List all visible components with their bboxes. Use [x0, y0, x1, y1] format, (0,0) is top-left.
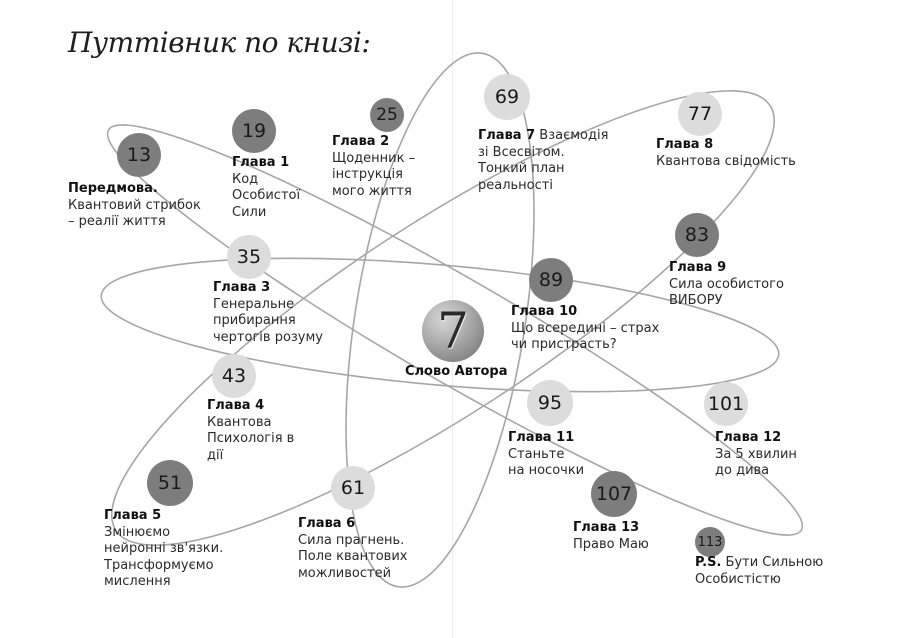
chapter-title: Глава 11 — [508, 430, 575, 445]
chapter-title: Глава 6 — [298, 516, 356, 531]
chapter-title: Глава 9 — [669, 260, 727, 275]
chapter-text: Змінюємо нейронні зв'язки. Трансформуємо мислення — [104, 524, 224, 589]
chapter-text: Станьте на носочки — [508, 446, 585, 478]
chapter-text: Право Маю — [573, 536, 649, 552]
chapter-description: Взаємодія зі Всесвітом. Тонкий план реальності — [478, 128, 609, 193]
page-node-43: 43 — [212, 354, 256, 398]
chapter-title: Глава 10 — [511, 304, 578, 319]
chapter-label-69 — [478, 128, 638, 194]
center-label: Слово Автора — [405, 364, 508, 379]
page-node-95: 95 — [527, 380, 573, 426]
page-node-13: 13 — [117, 133, 161, 177]
chapter-title: Глава 12 — [715, 430, 782, 445]
chapter-text: Квантова Психологія в дії — [207, 414, 295, 463]
chapter-text: Сила особистого ВИБОРУ — [669, 276, 784, 308]
chapter-label-77 — [656, 137, 796, 170]
chapter-label-107 — [573, 520, 649, 553]
chapter-text: Генеральне прибирання чертогів розуму — [213, 296, 324, 345]
chapter-label-51 — [104, 508, 223, 591]
chapter-text — [478, 128, 638, 194]
chapter-label-13 — [68, 181, 201, 231]
chapter-text — [695, 555, 845, 588]
chapter-label-83 — [669, 260, 784, 310]
chapter-label-89 — [511, 304, 659, 354]
chapter-text: Сила прагнень. Поле квантових можливостей — [298, 532, 408, 581]
chapter-text: За 5 хвилин до дива — [715, 446, 797, 478]
page-node-77: 77 — [678, 92, 722, 136]
page-node-107: 107 — [591, 471, 637, 517]
chapter-title: Глава 8 — [656, 137, 714, 152]
chapter-title: Глава 2 — [332, 134, 390, 149]
chapter-label-101 — [715, 430, 797, 480]
chapter-title: Глава 13 — [573, 520, 640, 535]
chapter-title: Глава 4 — [207, 398, 265, 413]
page-node-51: 51 — [147, 460, 193, 506]
chapter-label-43 — [207, 398, 294, 464]
chapter-label-61 — [298, 516, 407, 582]
page-node-35: 35 — [227, 235, 271, 279]
center-node-7: 7 — [422, 300, 484, 362]
chapter-label-113 — [695, 555, 845, 588]
chapter-text: Що всередині – страх чи пристрасть? — [511, 320, 660, 352]
chapter-title: Глава 5 — [104, 508, 162, 523]
chapter-label-19 — [232, 155, 300, 221]
page-node-113: 113 — [695, 527, 725, 557]
page-node-101: 101 — [704, 382, 748, 426]
chapter-text: Квантова свідомість — [656, 153, 796, 169]
chapter-title: P.S. — [695, 555, 722, 570]
chapter-text: Щоденник – інструкція мого життя — [332, 150, 416, 199]
chapter-title: Глава 7 — [478, 128, 536, 143]
page-node-25: 25 — [370, 98, 404, 132]
page-node-89: 89 — [529, 258, 573, 302]
page-node-83: 83 — [675, 213, 719, 257]
chapter-text: Квантовий стрибок – реалії життя — [68, 197, 201, 229]
page-node-69: 69 — [484, 74, 530, 120]
chapter-text: Код Особистої Сили — [232, 171, 301, 220]
chapter-label-25 — [332, 134, 415, 200]
chapter-title: Глава 3 — [213, 280, 271, 295]
chapter-title: Передмова. — [68, 181, 158, 196]
chapter-label-95 — [508, 430, 584, 480]
chapter-title: Глава 1 — [232, 155, 290, 170]
page-node-61: 61 — [331, 466, 375, 510]
page-node-19: 19 — [232, 109, 276, 153]
page-title: Путтівник по книзі: — [68, 26, 371, 59]
chapter-description: Бути Сильною Особистістю — [695, 555, 824, 587]
chapter-label-35 — [213, 280, 323, 346]
